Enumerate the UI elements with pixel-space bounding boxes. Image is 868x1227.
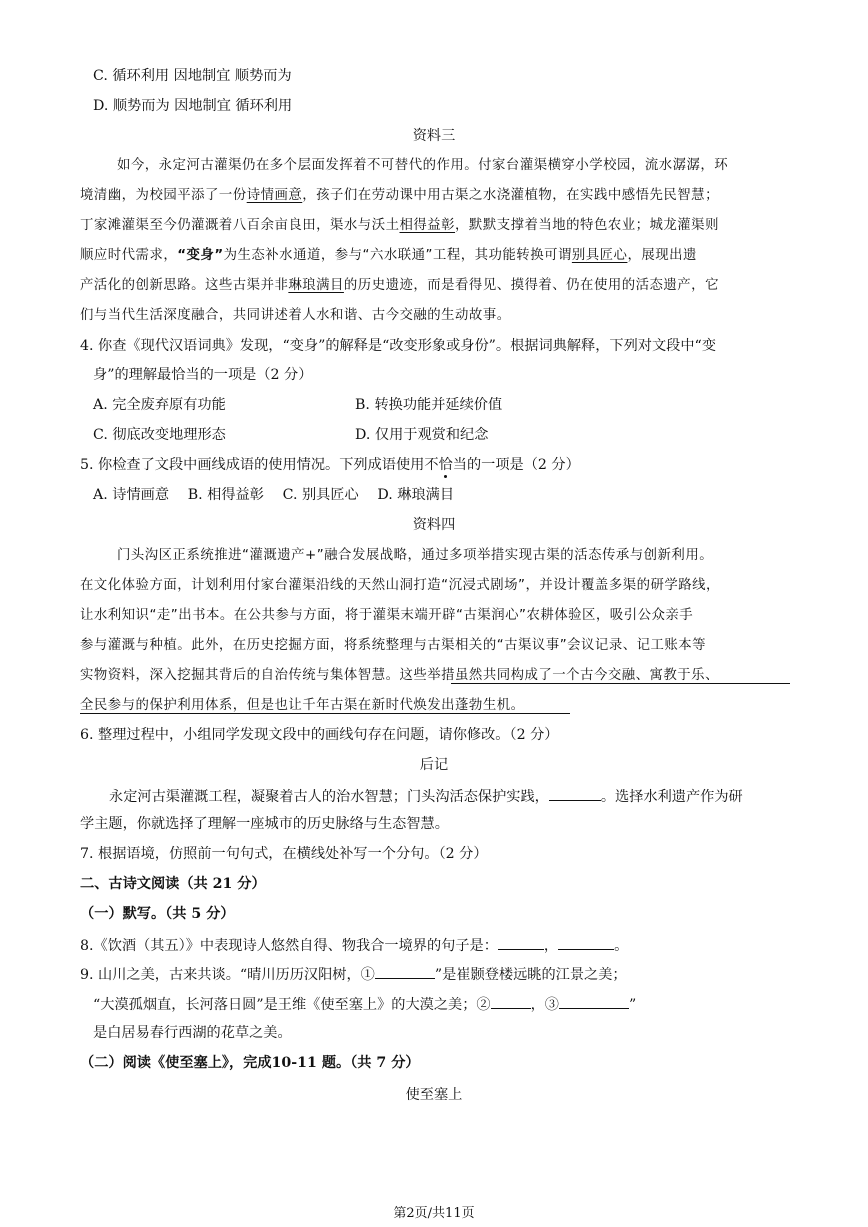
- bold-term: “变身”: [177, 248, 224, 263]
- sentence-underline-2: [80, 713, 570, 714]
- option-d: D. 顺势而为 因地制宜 循环利用: [93, 98, 293, 114]
- q4-option-a: A. 完全废弃原有功能: [93, 397, 226, 413]
- question-4-stem: 4. 你查《现代汉语词典》发现，“变身”的解释是“改变形象或身份”。根据词典解释，下列对文段中“变: [80, 338, 717, 354]
- answer-blank[interactable]: [549, 786, 601, 801]
- emphasis-dotted: 不恰当: [424, 457, 467, 473]
- option-c: C. 循环利用 因地制宜 顺势而为: [93, 68, 292, 84]
- q4-option-b: B. 转换功能并延续价值: [355, 397, 503, 413]
- material-3-title: 资料三: [412, 128, 456, 144]
- part-1-heading: （一）默写。（共 5 分）: [80, 906, 235, 922]
- answer-blank[interactable]: [375, 964, 435, 979]
- question-5-stem: 5. 你检查了文段中画线成语的使用情况。下列成语使用不恰当的一项是（2 分）: [80, 457, 580, 473]
- answer-blank[interactable]: [498, 935, 544, 950]
- part-2-heading: （二）阅读《使至塞上》，完成10-11 题。（共 7 分）: [80, 1055, 420, 1071]
- section-2-heading: 二、古诗文阅读（共 21 分）: [80, 876, 266, 892]
- material-4-line-3: 让水利知识“走”出书本。在公共参与方面，将于灌渠末端开辟“古渠润心”农耕体验区，吸引公众亲手: [80, 608, 694, 623]
- answer-blank[interactable]: [558, 935, 614, 950]
- idiom-underlined: 别具匠心: [571, 248, 628, 263]
- poem-title: 使至塞上: [405, 1087, 463, 1103]
- material-3-line-2: 境清幽，为校园平添了一份诗情画意，孩子们在劳动课中用古渠之水浇灌植物，在实践中感悟先民智慧；: [80, 188, 719, 203]
- material-3-line-6: 们与当代生活深度融合，共同讲述着人水和谐、古今交融的生动故事。: [80, 308, 511, 323]
- material-4-title: 资料四: [412, 517, 456, 533]
- material-4-line-6: 全民参与的保护利用体系，但是也让千年古渠在新时代焕发出蓬勃生机。: [80, 698, 525, 713]
- material-3-line-5: 产活化的创新思路。这些古渠并非琳琅满目的历史遗迹，而是看得见、摸得着、仍在使用的活态遗产，它: [80, 278, 719, 293]
- question-7: 7. 根据语境，仿照前一句句式，在横线处补写一个分句。（2 分）: [80, 846, 488, 862]
- idiom-underlined: 琳琅满目: [288, 278, 344, 293]
- material-4-line-1: 门头沟区正系统推进“灌溉遗产+”融合发展战略，通过多项举措实现古渠的活态传承与创新利用。: [117, 548, 714, 563]
- question-9-line-2: “大漠孤烟直，长河落日圆”是王维《使至塞上》的大漠之美；② ，③ ”: [93, 994, 636, 1014]
- question-5-options: A. 诗情画意 B. 相得益彰 C. 别具匠心 D. 琳琅满目: [93, 487, 455, 503]
- question-4-stem-cont: 身”的理解最恰当的一项是（2 分）: [93, 367, 313, 383]
- material-4-line-2: 在文化体验方面，计划利用付家台灌渠沿线的天然山洞打造“沉浸式剧场”，并设计覆盖多渠的研学路线，: [80, 578, 720, 593]
- afterword-line-2: 学主题，你就选择了理解一座城市的历史脉络与生态智慧。: [80, 816, 449, 832]
- afterword-title: 后记: [419, 757, 449, 773]
- afterword-line-1: 永定河古渠灌溉工程，凝聚着古人的治水智慧；门头沟活态保护实践， 。选择水利遗产作为研: [109, 786, 743, 806]
- idiom-underlined: 相得益彰: [399, 218, 456, 233]
- idiom-underlined: 诗情画意: [246, 188, 303, 203]
- material-4-line-4: 参与灌溉与种植。此外，在历史挖掘方面，将系统整理与古渠相关的“古渠议事”会议记录、记工账本等: [80, 638, 707, 653]
- underlined-sentence: 这些举措虽然共同构成了一个古今交融、寓教于乐、: [399, 668, 719, 683]
- q4-option-c: C. 彻底改变地理形态: [93, 427, 226, 443]
- material-4-line-5: 实物资料，深入挖掘其背后的自治传统与集体智慧。这些举措虽然共同构成了一个古今交融、寓教于乐、: [80, 668, 719, 683]
- material-3-line-3: 丁家滩灌渠至今仍灌溉着八百余亩良田，渠水与沃土相得益彰，默默支撑着当地的特色农业；城龙灌渠则: [80, 218, 719, 233]
- question-9-line-1: 9. 山川之美，古来共谈。“晴川历历汉阳树，① ”是崔颢登楼远眺的江景之美；: [80, 964, 627, 984]
- material-3-line-4: 顺应时代需求，“变身”为生态补水通道，参与“六水联通”工程，其功能转换可谓别具匠心，展现出遗: [80, 248, 697, 263]
- question-6: 6. 整理过程中，小组同学发现文段中的画线句存在问题，请你修改。（2 分）: [80, 727, 559, 743]
- page-footer: 第2页/共11页: [393, 1206, 475, 1221]
- material-3-line-1: 如今，永定河古灌渠仍在多个层面发挥着不可替代的作用。付家台灌渠横穿小学校园，流水潺潺，环: [117, 158, 729, 173]
- question-9-line-3: 是白居易春行西湖的花草之美。: [93, 1025, 292, 1041]
- answer-blank[interactable]: [559, 994, 629, 1009]
- sentence-underline-1: [451, 683, 790, 684]
- q4-option-d: D. 仅用于观赏和纪念: [355, 427, 489, 443]
- answer-blank[interactable]: [491, 994, 531, 1009]
- question-8: 8.《饮酒（其五）》中表现诗人悠然自得、物我合一境界的句子是： ， 。: [80, 935, 628, 955]
